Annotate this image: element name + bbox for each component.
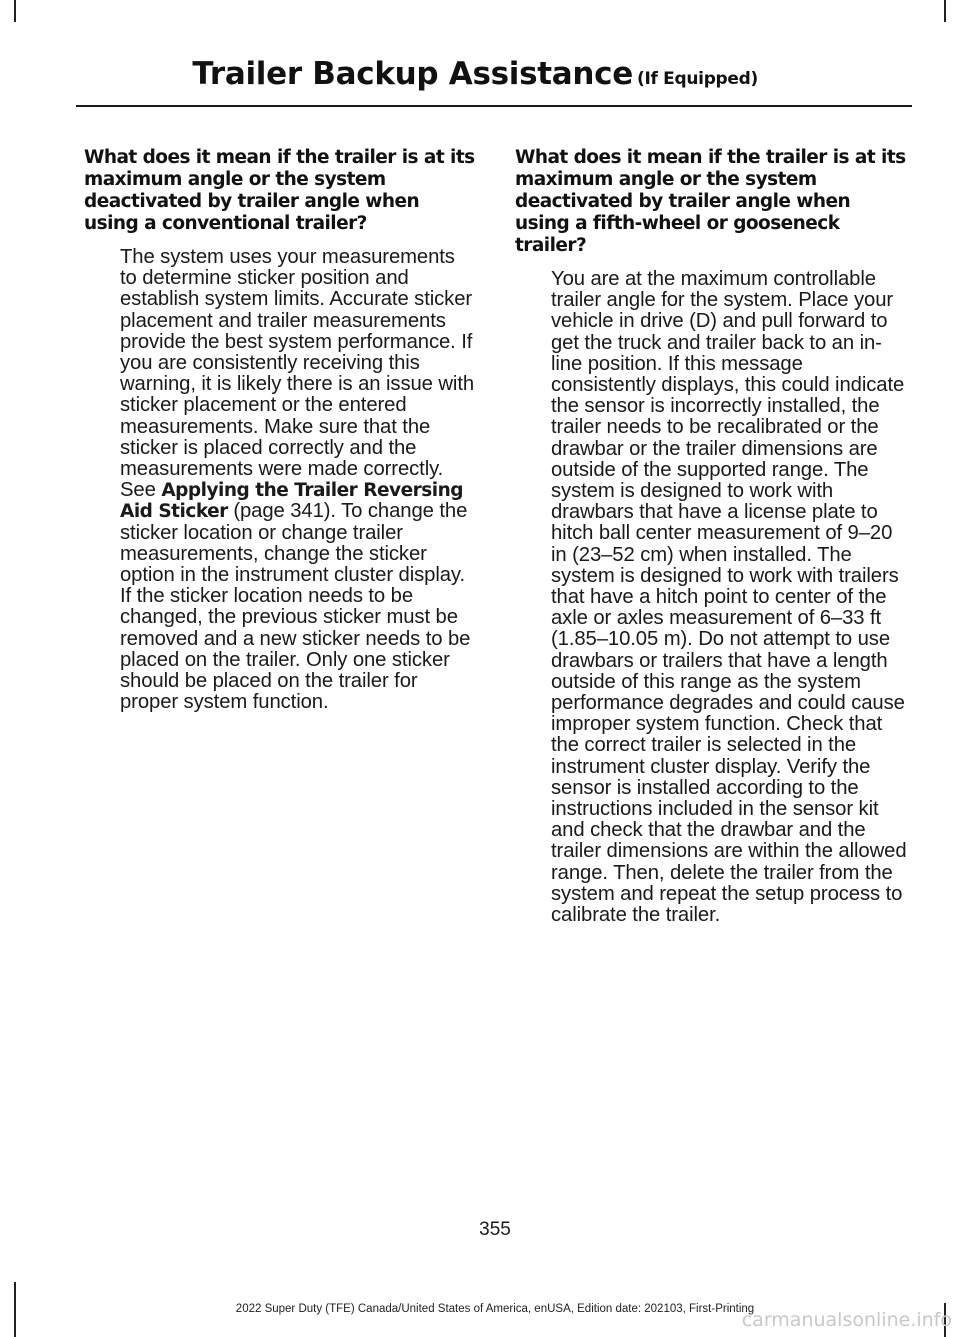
applying-sticker-link[interactable]: Applying the Trailer Reversing Aid Sticker: [120, 480, 464, 523]
answer-fifth-wheel-trailer: You are at the maximum controllable trailer angle for the system. Place your vehicle in drive (D) and pull forward to get the truck and trailer back to an in-line position. If this message consistently displays, this could indicate the sensor is incorrectly installed, the trailer needs to be recalibrated or the drawbar or the trailer dimensions are outside of the supported range. The system is designed to work with drawbars that have a license plate to hitch ball center measurement of 9–20 in (23–52 cm) when installed. The system is designed to work with trailers that have a hitch point to center of the axle or axles measurement of 6–33 ft (1.85–10.05 m). Do not attempt to use drawbars or trailers that have a length outside of this range as the system performance degrades and could cause improper system function. Check that the correct trailer is selected in the instrument cluster display. Verify the sensor is installed according to the instructions included in the sensor kit and check that the drawbar and the trailer dimensions are within the allowed range. Then, delete the trailer from the system and repeat the setup process to calibrate the trailer.: [551, 268, 907, 927]
watermark: carmanualsonline.info: [741, 1309, 952, 1331]
crop-mark-top-right: [944, 0, 946, 22]
crop-mark-top-left: [14, 0, 16, 22]
question-conventional-trailer: What does it mean if the trailer is at its maximum angle or the system deactivated by trailer angle when using a conventional trailer?: [84, 147, 475, 234]
page-title: [192, 56, 758, 92]
question-fifth-wheel-trailer: What does it mean if the trailer is at its maximum angle or the system deactivated by trailer angle when using a fifth-wheel or gooseneck trailer?: [515, 147, 906, 256]
page-reference: (page 341).: [227, 500, 336, 523]
page-title-text: Trailer Backup Assistance: [192, 56, 633, 92]
page-title-qualifier: (If Equipped): [636, 69, 758, 89]
right-column: [515, 147, 909, 926]
answer-text-after-link: To change the sticker location or change trailer measurements, change the sticker option in the instrument cluster display. If the sticker location needs to be changed, the previous sticker must be removed and a new sticker needs to be placed on the trailer. Only one sticker should be placed on the trailer for proper system function.: [120, 500, 471, 714]
answer-text-before-link: The system uses your measurements to determine sticker position and establish system limits. Accurate sticker placement and trailer measurements provide the best system performance. If you are consistently receiving this warning, it is likely there is an issue with sticker placement or the entered measurements. Make sure that the sticker is placed correctly and the measurements were made correctly. See: [120, 246, 475, 502]
left-column: [84, 147, 476, 713]
header-rule: [76, 105, 912, 107]
page-number: 355: [479, 1219, 511, 1240]
answer-conventional-trailer: [120, 247, 476, 713]
edition-note: 2022 Super Duty (TFE) Canada/United States of America, enUSA, Edition date: 202103, First-Printing: [235, 1303, 755, 1315]
